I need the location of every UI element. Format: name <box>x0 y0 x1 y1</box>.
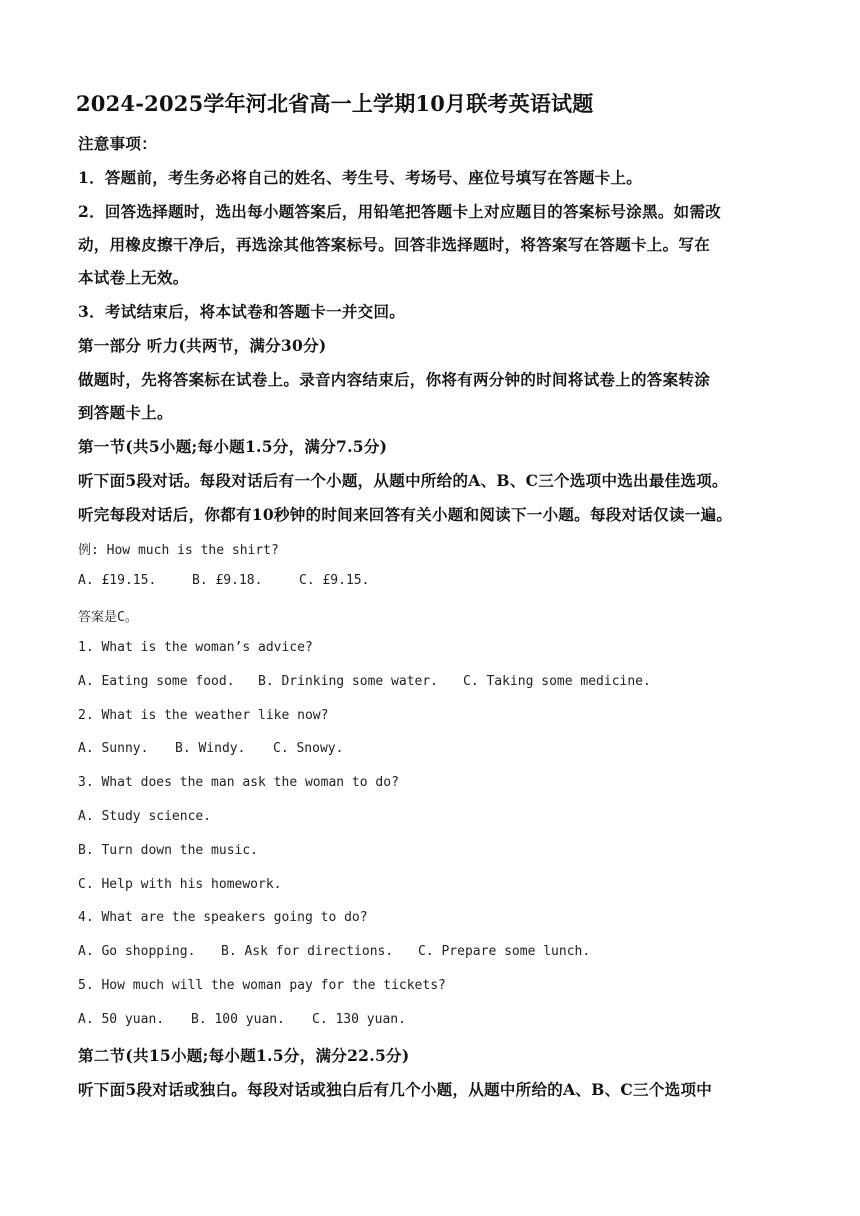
question-5-option-b: B. 100 yuan. <box>191 1012 285 1027</box>
example-options <box>78 573 369 588</box>
example-answer: 答案是C。 <box>78 610 138 625</box>
notice-item-2-line-3: 本试卷上无效。 <box>78 268 189 287</box>
example-option-b: B. £9.18. <box>192 573 263 588</box>
example-question: 例: How much is the shirt? <box>78 543 279 558</box>
question-1: 1. What is the woman’s advice? <box>78 640 313 655</box>
example-option-a: A. £19.15. <box>78 573 157 588</box>
page-title: 2024-2025学年河北省高一上学期10月联考英语试题 <box>76 91 594 116</box>
question-5-options <box>78 1012 406 1027</box>
part1-intro-line-2: 到答题卡上。 <box>78 403 173 422</box>
notice-item-2-line-1: 2．回答选择题时，选出每小题答案后，用铅笔把答题卡上对应题目的答案标号涂黑。如需改 <box>78 202 722 221</box>
part1-heading: 第一部分 听力(共两节，满分30分) <box>78 336 327 355</box>
question-2-option-b: B. Windy. <box>175 741 246 756</box>
question-1-options <box>78 674 651 689</box>
question-2: 2. What is the weather like now? <box>78 708 329 723</box>
notice-item-2-line-2: 动，用橡皮擦干净后，再选涂其他答案标号。回答非选择题时，将答案写在答题卡上。写在 <box>78 235 711 254</box>
question-5: 5. How much will the woman pay for the tickets? <box>78 978 446 993</box>
question-3-option-b: B. Turn down the music. <box>78 843 259 858</box>
question-1-option-b: B. Drinking some water. <box>258 674 439 689</box>
question-2-options <box>78 741 343 756</box>
question-2-option-c: C. Snowy. <box>273 741 344 756</box>
question-4-option-b: B. Ask for directions. <box>221 944 394 959</box>
part1-intro-line-1: 做题时，先将答案标在试卷上。录音内容结束后，你将有两分钟的时间将试卷上的答案转涂 <box>78 370 711 389</box>
notice-item-1: 1．答题前，考生务必将自己的姓名、考生号、考场号、座位号填写在答题卡上。 <box>78 168 643 187</box>
question-5-option-c: C. 130 yuan. <box>312 1012 406 1027</box>
question-3-option-a: A. Study science. <box>78 809 212 824</box>
question-3-option-c: C. Help with his homework. <box>78 877 282 892</box>
question-4-option-c: C. Prepare some lunch. <box>418 944 591 959</box>
question-1-option-a: A. Eating some food. <box>78 674 235 689</box>
section2-intro-line-1: 听下面5段对话或独白。每段对话或独白后有几个小题，从题中所给的A、B、C三个选项中 <box>78 1080 713 1099</box>
question-4-option-a: A. Go shopping. <box>78 944 196 959</box>
section1-intro-line-1: 听下面5段对话。每段对话后有一个小题，从题中所给的A、B、C三个选项中选出最佳选项。 <box>78 471 728 490</box>
question-1-option-c: C. Taking some medicine. <box>463 674 651 689</box>
example-option-c: C. £9.15. <box>299 573 370 588</box>
question-2-option-a: A. Sunny. <box>78 741 149 756</box>
section1-intro-line-2: 听完每段对话后，你都有10秒钟的时间来回答有关小题和阅读下一小题。每段对话仅读一遍。 <box>78 505 733 524</box>
question-3: 3. What does the man ask the woman to do? <box>78 775 399 790</box>
section1-heading: 第一节(共5小题;每小题1.5分，满分7.5分) <box>78 437 388 456</box>
question-5-option-a: A. 50 yuan. <box>78 1012 165 1027</box>
notice-item-3: 3．考试结束后，将本试卷和答题卡一并交回。 <box>78 302 406 321</box>
question-4: 4. What are the speakers going to do? <box>78 910 368 925</box>
notice-heading: 注意事项： <box>78 134 158 153</box>
question-4-options <box>78 944 590 959</box>
section2-heading: 第二节(共15小题;每小题1.5分，满分22.5分) <box>78 1046 410 1065</box>
